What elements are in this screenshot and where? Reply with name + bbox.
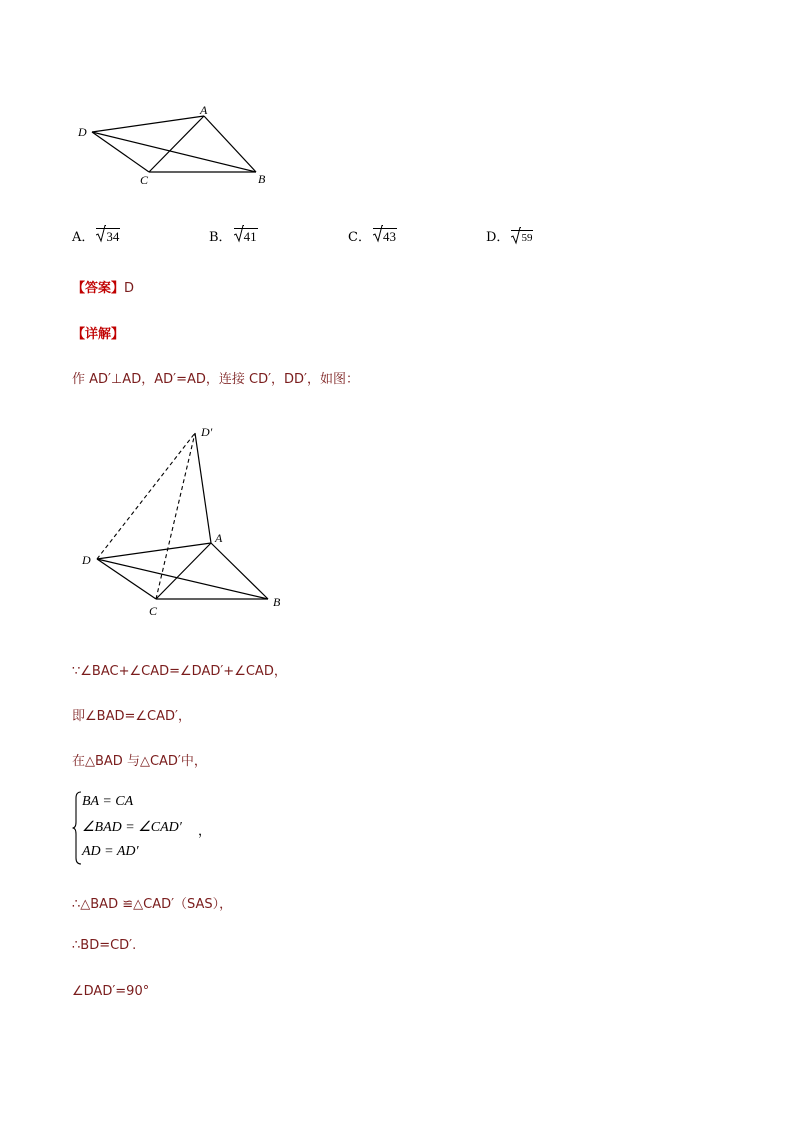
- detail-line: [72, 323, 124, 342]
- label-Dp: D′: [201, 425, 213, 439]
- option-c: C． 43: [348, 226, 397, 245]
- answer-label: 【答案】: [72, 281, 125, 296]
- segment-DB: [97, 559, 268, 599]
- segment-DA: [97, 543, 211, 559]
- figure-quadrilateral: [70, 100, 280, 190]
- segment-DA: [92, 116, 204, 132]
- left-brace: [72, 790, 82, 866]
- option-d: D． 59: [486, 226, 533, 246]
- segment-AB: [211, 543, 268, 599]
- detail-label: 【详解】: [72, 327, 125, 342]
- sqrt-expression: 59: [511, 230, 533, 246]
- segment-DC: [92, 132, 149, 172]
- label-A: A: [200, 103, 208, 117]
- segment-CA: [156, 543, 211, 599]
- construction-text: 作 AD′⊥AD，AD′=AD，连接 CD′，DD′，如图：: [72, 372, 360, 387]
- label-A: A: [215, 531, 223, 545]
- option-b: B． 41: [209, 226, 258, 245]
- answer-line: [72, 277, 134, 296]
- step-2: 即∠BAD=∠CAD′，: [72, 709, 191, 724]
- label-B: B: [273, 595, 281, 609]
- sqrt-expression: 34: [96, 228, 120, 245]
- system-row-2: ∠BAD = ∠CAD′: [82, 820, 182, 835]
- step-5: ∴BD=CD′.: [72, 938, 137, 953]
- sqrt-expression: 41: [234, 228, 258, 245]
- segment-ADp: [195, 433, 211, 543]
- equation-system: [72, 790, 272, 866]
- option-a: A． 34: [72, 226, 120, 245]
- step-6: ∠DAD′=90°: [72, 984, 150, 999]
- step-3: 在△BAD 与△CAD′中，: [72, 754, 207, 769]
- system-row-3: AD = AD′: [82, 844, 139, 859]
- segment-DB: [92, 132, 256, 172]
- segment-DC: [97, 559, 156, 599]
- label-D: D: [78, 125, 87, 139]
- segment-AB: [204, 116, 256, 172]
- system-comma: ，: [198, 824, 212, 839]
- system-row-1: BA = CA: [82, 794, 134, 809]
- label-B: B: [258, 172, 266, 186]
- label-C: C: [140, 173, 149, 187]
- step-4: ∴△BAD ≌△CAD′（SAS），: [72, 897, 233, 912]
- segment-CA: [149, 116, 204, 172]
- answer-value: D: [124, 281, 135, 296]
- figure-construction: [70, 418, 300, 623]
- label-D: D: [82, 553, 91, 567]
- label-C: C: [149, 604, 158, 618]
- sqrt-expression: 43: [373, 228, 397, 245]
- step-1: ∵∠BAC+∠CAD=∠DAD′+∠CAD，: [72, 664, 287, 679]
